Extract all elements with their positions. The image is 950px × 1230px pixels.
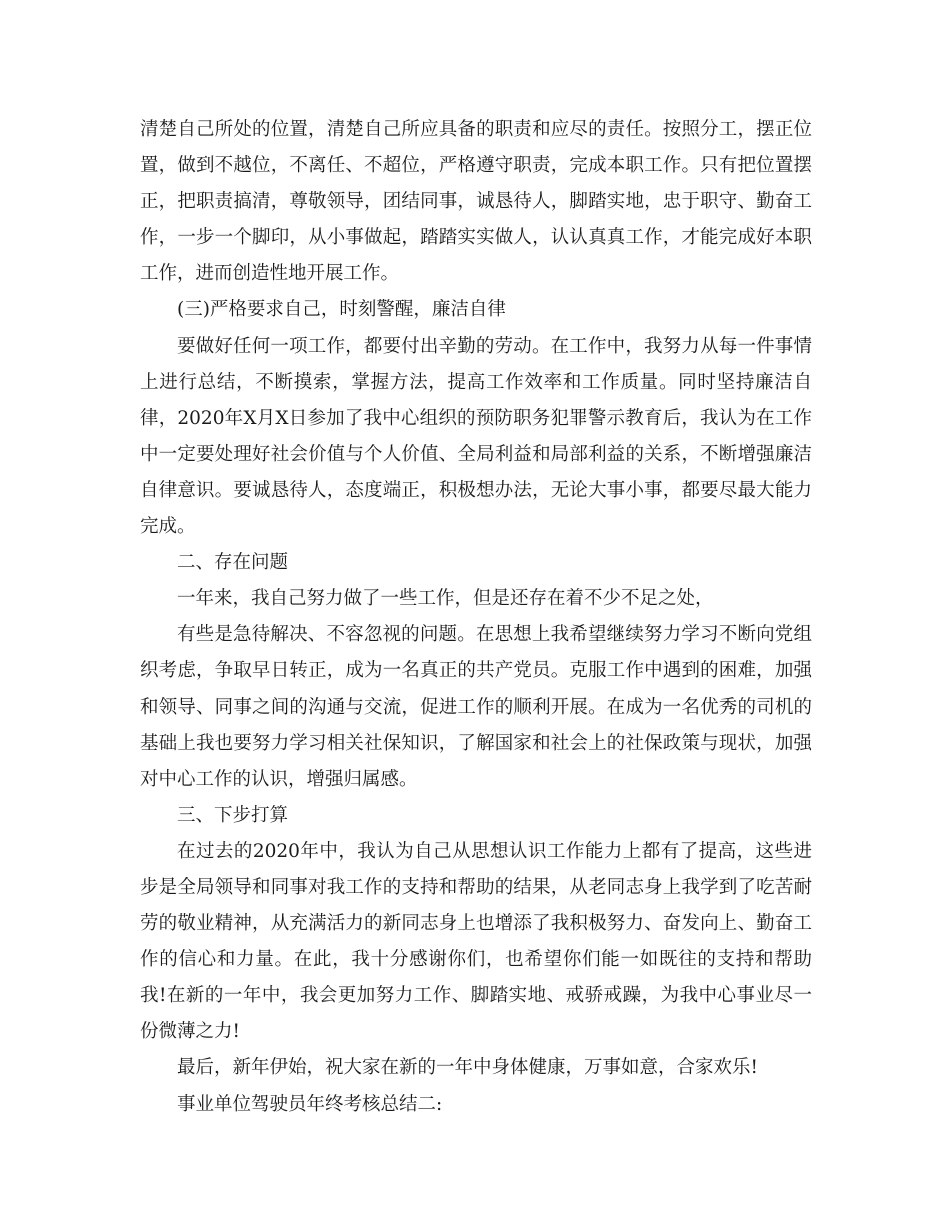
document-body [140, 112, 812, 1123]
section-heading-next-plan: 三、下步打算 [177, 804, 289, 826]
section-heading-problems: 二、存在问题 [177, 552, 289, 574]
paragraph-shortcomings-intro: 一年来，我自己努力做了一些工作，但是还存在着不少不足之处， [177, 588, 714, 610]
paragraph-problems-detail: 有些是急待解决、不容忽视的问题。在思想上我希望继续努力学习不断向党组织考虑，争取早日转正，成为一名真正的共产党员。克服工作中遇到的困难，加强和领导、同事之间的沟通与交流，促进工作的顺利开展。在成为一名优秀的司机的基础上我也要努力学习相关社保知识，了解国家和社会上的社保政策与现状，加强对中心工作的认识，增强归属感。 [140, 624, 812, 790]
paragraph-position-duty: 清楚自己所处的位置，清楚自己所应具备的职责和应尽的责任。按照分工，摆正位置，做到不越位，不离任、不超位，严格遵守职责，完成本职工作。只有把位置摆正，把职责搞清，尊敬领导，团结同事，诚恳待人，脚踏实地，忠于职守、勤奋工作，一步一个脚印，从小事做起，踏踏实实做人，认认真真工作，才能完成好本职工作，进而创造性地开展工作。 [140, 119, 812, 285]
paragraph-hard-work: 要做好任何一项工作，都要付出辛勤的劳动。在工作中，我努力从每一件事情上进行总结，不断摸索，掌握方法，提高工作效率和工作质量。同时坚持廉洁自律，2020年X月X日参加了我中心组织的预防职务犯罪警示教育后，我认为在工作中一定要处理好社会价值与个人价值、全局利益和局部利益的关系，不断增强廉洁自律意识。要诚恳待人，态度端正，积极想办法，无论大事小事，都要尽最大能力完成。 [140, 335, 812, 538]
paragraph-next-plan: 在过去的2020年中，我认为自己从思想认识工作能力上都有了提高，这些进步是全局领导和同事对我工作的支持和帮助的结果，从老同志身上我学到了吃苦耐劳的敬业精神，从充满活力的新同志身上也增添了我积极努力、奋发向上、勤奋工作的信心和力量。在此，我十分感谢你们，也希望你们能一如既往的支持和帮助我!在新的一年中，我会更加努力工作、脚踏实地、戒骄戒躁，为我中心事业尽一份微薄之力! [140, 840, 812, 1043]
section-heading-self-discipline: (三)严格要求自己，时刻警醒，廉洁自律 [177, 299, 506, 321]
paragraph-new-year-wishes: 最后，新年伊始，祝大家在新的一年中身体健康，万事如意，合家欢乐! [177, 1057, 758, 1079]
paragraph-summary-two-title: 事业单位驾驶员年终考核总结二: [177, 1093, 443, 1115]
